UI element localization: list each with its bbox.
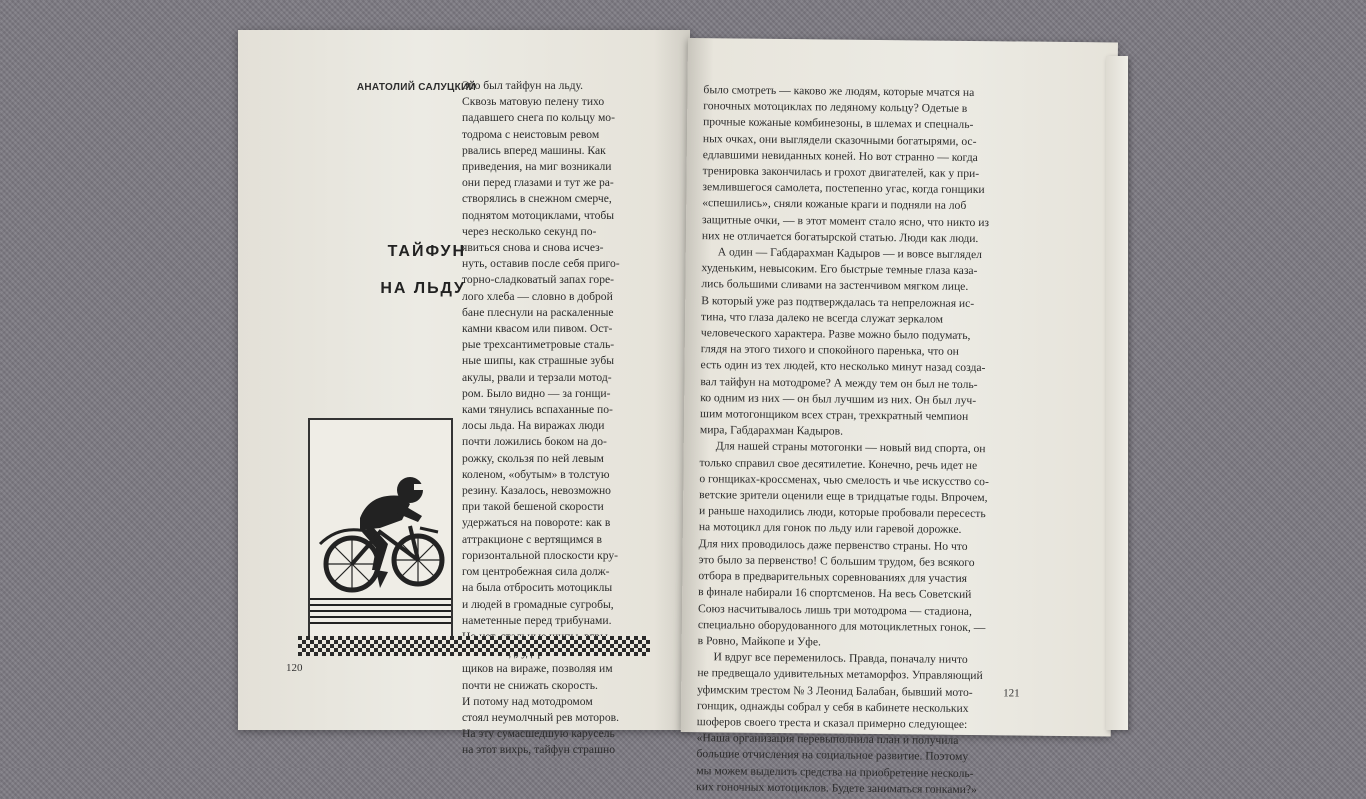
- text-line: на этот вихрь, тайфун страшно: [462, 743, 616, 757]
- text-line: почти ложились боком на до-: [462, 435, 607, 449]
- motorcyclist-illustration: [308, 418, 453, 638]
- page-number-right: 121: [1003, 687, 1020, 700]
- text-line: удержаться на повороте: как в: [462, 516, 611, 530]
- text-line: коленом, «обутым» в толстую: [462, 467, 610, 481]
- right-text-column: [696, 82, 1095, 799]
- text-line: щиков на вираже, позволяя им: [462, 662, 613, 676]
- text-line: гонщик, однажды собрал у себя в кабинете нескольких: [696, 698, 969, 715]
- left-text-column: [462, 78, 684, 759]
- text-line: не предвещало удивительных метаморфоз. Управляющий: [697, 666, 983, 683]
- text-line: приведения, на миг возникали: [462, 160, 612, 174]
- text-line: тодрома с неистовым ревом: [462, 127, 600, 141]
- text-line: наметенные перед трибунами.: [462, 613, 612, 627]
- text-line: ками тянулись вспаханные по-: [462, 403, 613, 417]
- text-line: ких гоночных мотоциклов. Будете заниматься гонками?»: [696, 779, 977, 796]
- text-line: нуть, оставив после себя приго-: [462, 257, 620, 271]
- text-line: Для нашей страны мотогонки — новый вид спорта, он: [715, 439, 986, 456]
- text-line: тина, что глаза далеко не всегда служат зеркалом: [701, 309, 944, 326]
- text-line: при такой бешеной скорости: [462, 500, 604, 514]
- text-line: «Наша организация перевыполнила план и получила: [696, 731, 959, 747]
- text-line: отбора в предварительных соревнованиях для участия: [698, 569, 968, 586]
- text-line: глядя на этого тихого и спокойного паренька, что он: [700, 342, 959, 359]
- text-line: ветские зрители оценили еще в тридцатые годы. Впрочем,: [699, 488, 988, 505]
- text-line: есть один из тех людей, кто несколько минут назад созда-: [700, 358, 986, 375]
- text-line: стоял неумолчный рев моторов.: [462, 710, 620, 724]
- text-line: тренировка закончилась и грохот двигателей, как у при-: [702, 164, 980, 181]
- text-line: явиться снова и снова исчез-: [462, 241, 604, 255]
- text-line: и людей в громадные сугробы,: [462, 597, 614, 611]
- text-line: створялись в снежном смерче,: [462, 192, 612, 206]
- text-line: лись большими сливами на застенчивом мягком лице.: [701, 277, 969, 294]
- paragraph: [702, 82, 1096, 248]
- text-line: ром. Было видно — за гонщи-: [462, 386, 611, 400]
- page-block-edge: [1106, 56, 1128, 730]
- author-name: АНАТОЛИЙ САЛУЦКИЙ: [356, 82, 476, 93]
- text-line: И вдруг все переменилось. Правда, поначалу ничто: [713, 650, 968, 667]
- text-line: рвались вперед машины. Как: [462, 143, 606, 157]
- text-line: на была отбросить мотоциклы: [462, 581, 613, 595]
- text-line: В который уже раз подтверждалась та непреложная ис-: [701, 293, 975, 310]
- text-line: мы можем выделить средства на приобретение несколь-: [696, 763, 974, 780]
- text-line: человеческого характера. Разве можно было подумать,: [700, 326, 971, 343]
- text-line: они перед глазами и тут же ра-: [462, 176, 614, 190]
- text-line: вал тайфун на мотодроме? А между тем он был не толь-: [700, 374, 978, 391]
- text-line: рожку, скользя по ней левым: [462, 451, 604, 465]
- text-line: падавшего снега по кольцу мо-: [462, 111, 615, 125]
- text-line: о гонщиках-кроссменах, чью смелость и чье искусство со-: [699, 472, 989, 489]
- text-line: лосы льда. На виражах люди: [462, 419, 605, 433]
- paragraph: [698, 439, 1092, 654]
- text-line: и раньше находились люди, которые пробовали пересесть: [698, 504, 986, 521]
- text-line: Для них проводилось даже первенство страны. Но что: [698, 536, 968, 553]
- paragraph: [696, 649, 1090, 799]
- text-line: через несколько секунд по-: [462, 224, 597, 238]
- text-line: специально оборудованного для мотоциклетных гонок, —: [697, 617, 986, 634]
- text-line: большие отчисления на социальное развитие. Поэтому: [696, 747, 969, 764]
- text-line: защитные очки, — в этот момент стало ясно, что никто из: [702, 212, 990, 229]
- text-line: шим мотогонщиком всех стран, трехкратный чемпион: [699, 407, 969, 424]
- text-line: ко одним из них — он был лучшим из них. Он был луч-: [700, 391, 977, 407]
- chapter-title-line-2: НА ЛЬДУ: [380, 280, 466, 297]
- text-line: было смотреть — каково же людям, которые мчатся на: [703, 83, 975, 100]
- text-line: Сквозь матовую пелену тихо: [462, 95, 605, 109]
- text-line: резину. Казалось, невозможно: [462, 484, 611, 498]
- text-line: них не отличается богатырской статью. Люди как люди.: [701, 228, 979, 245]
- chapter-title-line-1: ТАЙФУН: [387, 243, 466, 260]
- text-line: это было за первенство! С большим трудом, без всякого: [698, 553, 975, 569]
- text-line: гом центробежная сила долж-: [462, 565, 610, 579]
- text-line: аттракционе с вертящимся в: [462, 532, 602, 546]
- text-line: шоферов своего треста и сказал примерно следующее:: [696, 715, 968, 731]
- text-line: уфимским трестом № 3 Леонид Балабан, бывший мото-: [697, 682, 973, 699]
- text-line: ных очках, они выглядели сказочными богатырями, ос-: [702, 131, 977, 148]
- motorcycle-racer-icon: [310, 420, 451, 636]
- chapter-title: [358, 233, 466, 307]
- text-line: гоночных мотоциклах по ледяному кольцу? Одетые в: [703, 99, 968, 116]
- right-page: [681, 38, 1118, 796]
- text-line: акулы, рвали и терзали мотод-: [462, 370, 612, 384]
- page-number-left: 120: [286, 662, 303, 674]
- text-line: ные шипы, как страшные зубы: [462, 354, 615, 368]
- text-line: поднятом мотоциклами, чтобы: [462, 208, 615, 222]
- text-line: на мотоцикл для гонок по льду или гаревой дорожке.: [698, 520, 962, 537]
- checkered-band: [298, 636, 650, 656]
- text-line: едлавшими невиданных коней. Но вот странно — когда: [702, 147, 978, 164]
- text-line: худеньким, невысоким. Его быстрые темные глаза каза-: [701, 261, 978, 278]
- text-line: почти не снижать скорость.: [462, 678, 598, 692]
- text-line: прочные кожаные комбинезоны, в шлемах и спецналь-: [703, 115, 974, 132]
- text-line: торно-сладковатый запах горе-: [462, 273, 614, 287]
- text-line: мира, Габдарахман Кадыров.: [699, 423, 844, 438]
- text-line: бане плеснули на раскаленные: [462, 305, 614, 319]
- text-line: камни квасом или пивом. Ост-: [462, 322, 613, 336]
- text-line: А один — Габдарахман Кадыров — и вовсе выглядел: [717, 245, 983, 262]
- text-line: землившегося самолета, постепенно угас, когда гонщики: [702, 180, 985, 197]
- text-line: в финале набирали 16 спортсменов. На весь Советский: [698, 585, 972, 602]
- text-line: только справил свое десятилетие. Конечно, речь идет не: [699, 455, 978, 472]
- left-page: [238, 30, 690, 757]
- text-line: горизонтальной плоскости кру-: [462, 548, 619, 562]
- text-line: рые трехсантиметровые сталь-: [462, 338, 615, 352]
- text-line: И потому над мотодромом: [462, 694, 593, 708]
- text-line: Это был тайфун на льду.: [462, 79, 584, 92]
- text-line: в Ровно, Майкопе и Уфе.: [697, 634, 821, 649]
- text-line: лого хлеба — словно в доброй: [462, 289, 613, 303]
- paragraph: [700, 244, 1094, 443]
- text-line: «спешились», сняли кожаные краги и подняли на лоб: [702, 196, 967, 213]
- text-line: На эту сумасшедшую карусель: [462, 727, 615, 741]
- text-line: Союз насчитывалось лишь три мотодрома — стадиона,: [697, 601, 972, 618]
